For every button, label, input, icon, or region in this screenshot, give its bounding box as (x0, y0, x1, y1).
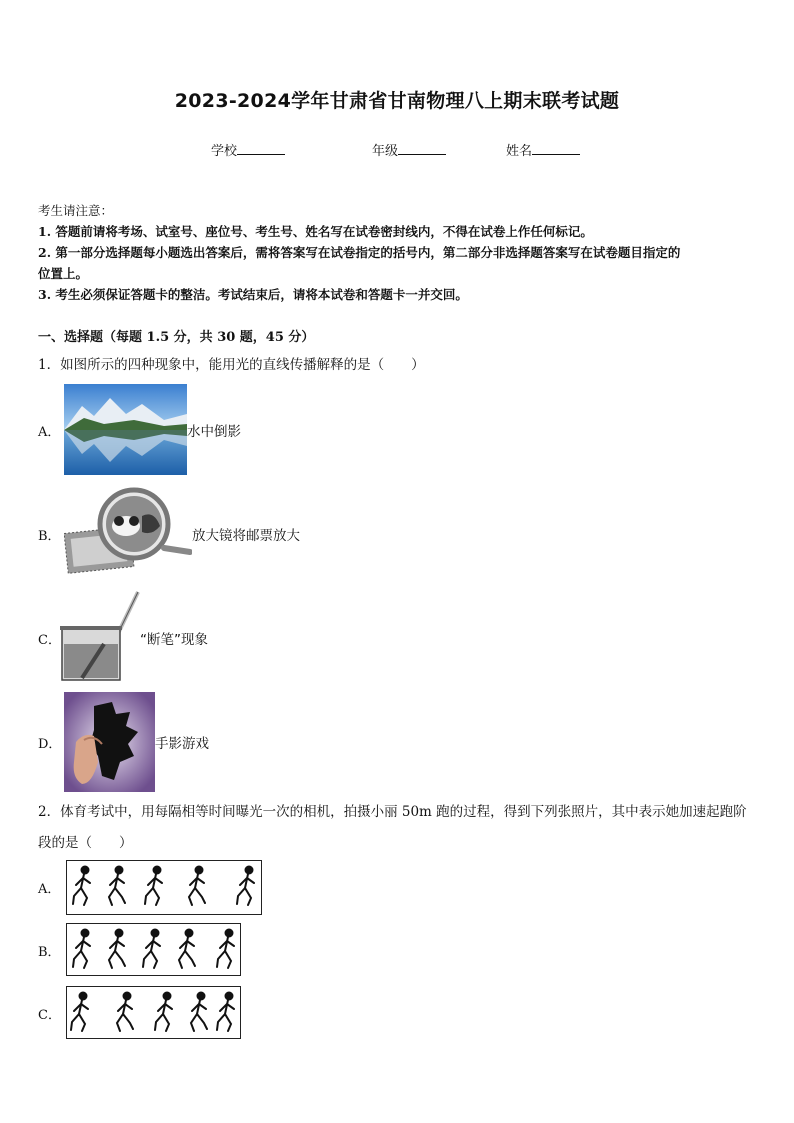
question-2-stem-line-2: 段的是（ ） (38, 835, 133, 851)
q1-option-a-label: A． (38, 425, 61, 440)
q2-option-c-figure (66, 986, 241, 1039)
notice-item-3: 3. 考生必须保证答题卡的整洁。考试结束后，请将本试卷和答题卡一并交回。 (38, 287, 468, 302)
question-1-stem: 1．如图所示的四种现象中，能用光的直线传播解释的是（ ） (38, 357, 425, 373)
runner-figure (217, 993, 234, 1032)
lake-reflection-image (64, 384, 187, 475)
runner-figure (217, 930, 234, 969)
runner-figure (73, 867, 90, 906)
school-label: 学校 (211, 144, 238, 159)
name-label: 姓名 (506, 144, 533, 159)
question-2-stem-line-1: 2．体育考试中，用每隔相等时间曝光一次的相机，拍摄小丽 50m 跑的过程，得到下列张照片，其中表示她加速起跑阶 (38, 804, 747, 820)
runner-figure (109, 930, 125, 969)
grade-field (372, 140, 446, 159)
runner-figure (109, 867, 125, 906)
runner-figure (155, 993, 172, 1032)
grade-blank (398, 142, 446, 155)
magnifier-stamp-image (64, 486, 192, 576)
hand-shadow-image (64, 692, 155, 792)
q1-option-d-label: D． (38, 737, 62, 752)
school-blank (237, 142, 285, 155)
name-field (506, 140, 580, 159)
q2-option-c-label: C． (38, 1008, 61, 1023)
broken-pencil-beaker-image (60, 590, 144, 684)
q2-option-a-figure (66, 860, 262, 915)
notice-block (38, 200, 768, 305)
q1-option-b-label: B． (38, 529, 61, 544)
q2-option-a-label: A． (38, 882, 61, 897)
runner-figure (71, 993, 88, 1032)
runner-figure (237, 867, 254, 906)
grade-label: 年级 (372, 144, 399, 159)
school-field (211, 140, 285, 159)
notice-item-1: 1. 答题前请将考场、试室号、座位号、考生号、姓名写在试卷密封线内，不得在试卷上作任何标记。 (38, 224, 593, 239)
runner-figure (145, 867, 162, 906)
name-blank (532, 142, 580, 155)
runner-figure (191, 993, 207, 1032)
notice-heading: 考生请注意： (38, 203, 114, 218)
q1-option-c-label: C． (38, 633, 61, 648)
page-title: 2023-2024学年甘肃省甘南物理八上期末联考试题 (174, 90, 620, 112)
q1-option-d-text: 手影游戏 (155, 736, 209, 752)
runner-figure (117, 993, 133, 1032)
q1-option-a-text: 水中倒影 (187, 424, 241, 440)
runner-figure (143, 930, 160, 969)
section-heading: 一、选择题（每题 1.5 分，共 30 题，45 分） (38, 330, 315, 345)
runner-figure (189, 867, 205, 906)
notice-item-2b: 位置上。 (38, 266, 89, 281)
q1-option-b-text: 放大镜将邮票放大 (192, 528, 300, 544)
q2-option-b-label: B． (38, 945, 61, 960)
q2-option-b-figure (66, 923, 241, 976)
q1-option-c-text: “断笔”现象 (140, 632, 208, 648)
runner-figure (73, 930, 90, 969)
notice-item-2a: 2. 第一部分选择题每小题选出答案后，需将答案写在试卷指定的括号内，第二部分非选择题答案写在试卷题目指定的 (38, 245, 681, 260)
runner-figure (179, 930, 195, 969)
